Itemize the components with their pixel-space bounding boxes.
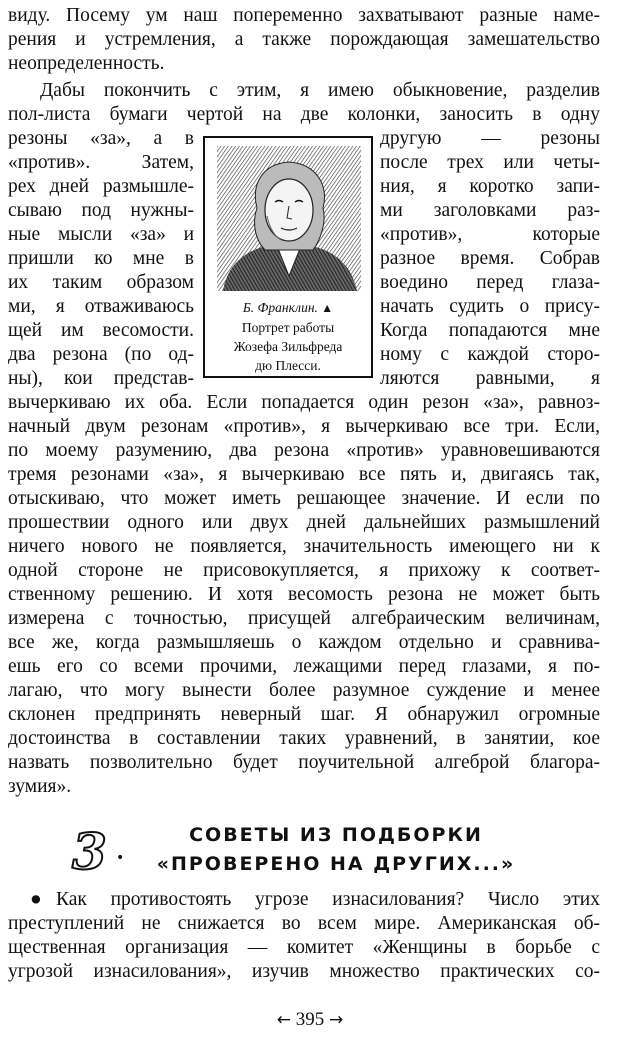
text-line: измерена с точностью, присущей алгебраическим величинам, [8,608,600,629]
left-column-line: рех дней размышле- [8,176,194,197]
portrait-caption [209,298,367,375]
right-column-line: ния, я коротко запи- [380,176,600,197]
left-column-line: щей им весомости. [8,320,194,341]
bullet-icon: ● [30,889,42,910]
text-line: щественная организация — комитет «Женщины в борьбе с [8,937,600,958]
text-line: прошествии одного или двух дней дальнейших размышлений [8,512,600,533]
text-line: преступлений не снижается во всем мире. Американская об- [8,913,600,934]
left-column-line: ны), кои представ- [8,368,194,389]
right-column-line: другую — резоны [380,128,600,149]
left-column-line: «против». Затем, [8,152,194,173]
text-line: начный двум резонам «против», я вычеркиваю все три. Если, [8,416,600,437]
left-column-line: два резона (по од- [8,344,194,365]
section-number: 3 [72,822,107,881]
section-heading: «ПРОВЕРЕНО НА ДРУГИХ...» [156,853,516,875]
left-column-line: сываю под нужны- [8,200,194,221]
text-line: пол-листа бумаги чертой на две колонки, заносить в одну [8,104,600,125]
page-number: 395 [295,1009,325,1030]
arrow-left-icon: ← [276,1010,291,1030]
left-column-line: их таким образом [8,272,194,293]
caption-line: Портрет работы [241,320,335,335]
text-line: угрозой изнасилования», изучив множество практических со- [8,961,600,982]
right-column-line: Когда попадаются мне [380,320,600,341]
text-line: зумия». [8,776,72,797]
text-line: ешь его со всеми прочими, лежащими перед глазами, я по- [8,656,600,677]
left-column-line: резоны «за», а в [8,128,194,149]
text-line: неопределенность. [8,53,165,74]
text-line: склонен предпринять неверный шаг. Я обнаружил огромные [8,704,600,725]
text-line: по моему разумению, два резона «против» уравновешиваются [8,440,600,461]
text-line: одной стороне не присовокупляется, я прихожу к соответ- [8,560,600,581]
text-line: Дабы покончить с этим, я имею обыкновение, разделив [40,80,600,101]
right-column-line: ми заголовками раз- [380,200,600,221]
right-column-line: после трех или четы- [380,152,600,173]
text-line: назвать позволительно будет поучительной алгеброй благора- [8,752,600,773]
text-line: вычеркиваю их оба. Если попадается один резон «за», равноз- [8,392,600,413]
left-column-line: ные мысли «за» и [8,224,194,245]
arrow-right-icon: → [329,1010,344,1030]
text-line: все же, когда размышляешь о каждом отдельно и сравнива- [8,632,600,653]
text-line: достоинства в составлении таких уравнений, в занятии, кое [8,728,600,749]
text-line: ственному решению. И хотя весомость резона не может быть [8,584,600,605]
right-column-line: разное время. Собрав [380,248,600,269]
right-column-line: начать судить о прису- [380,296,600,317]
section-heading: СОВЕТЫ ИЗ ПОДБОРКИ [189,824,483,846]
caption-line: дю Плесси. [255,358,321,373]
right-column-line: воедино перед глаза- [380,272,600,293]
portrait-figure [203,136,373,378]
left-column-line: ми, я отваживаюсь [8,296,194,317]
text-line: отыскиваю, что может иметь решающее значение. И если по [8,488,600,509]
text-line: лагаю, что могу вынести более разумное суждение и менее [8,680,600,701]
text-line: рения и устремления, а также порождающая замешательство [8,29,600,50]
text-line: ничего нового не появляется, значительность имеющего ни к [8,536,600,557]
text-line: Как противостоять угрозе изнасилования? Число этих [56,889,600,910]
franklin-portrait-image [217,146,361,291]
left-column-line: пришли ко мне в [8,248,194,269]
page-footer [255,1008,365,1032]
text-line: виду. Посему ум наш попеременно захватывают разные наме- [8,5,600,26]
section-dot: • [116,850,125,866]
caption-name: Б. Франклин. [242,300,318,315]
right-column-line: «против», которые [380,224,600,245]
triangle-pointer-icon: ▲ [321,301,334,315]
text-line: тремя резонами «за», я вычеркиваю все пять и, двигаясь так, [8,464,600,485]
right-column-line: ляются равными, я [380,368,600,389]
right-column-line: ному с каждой сторо- [380,344,600,365]
caption-line: Жозефа Зильфреда [233,339,343,354]
